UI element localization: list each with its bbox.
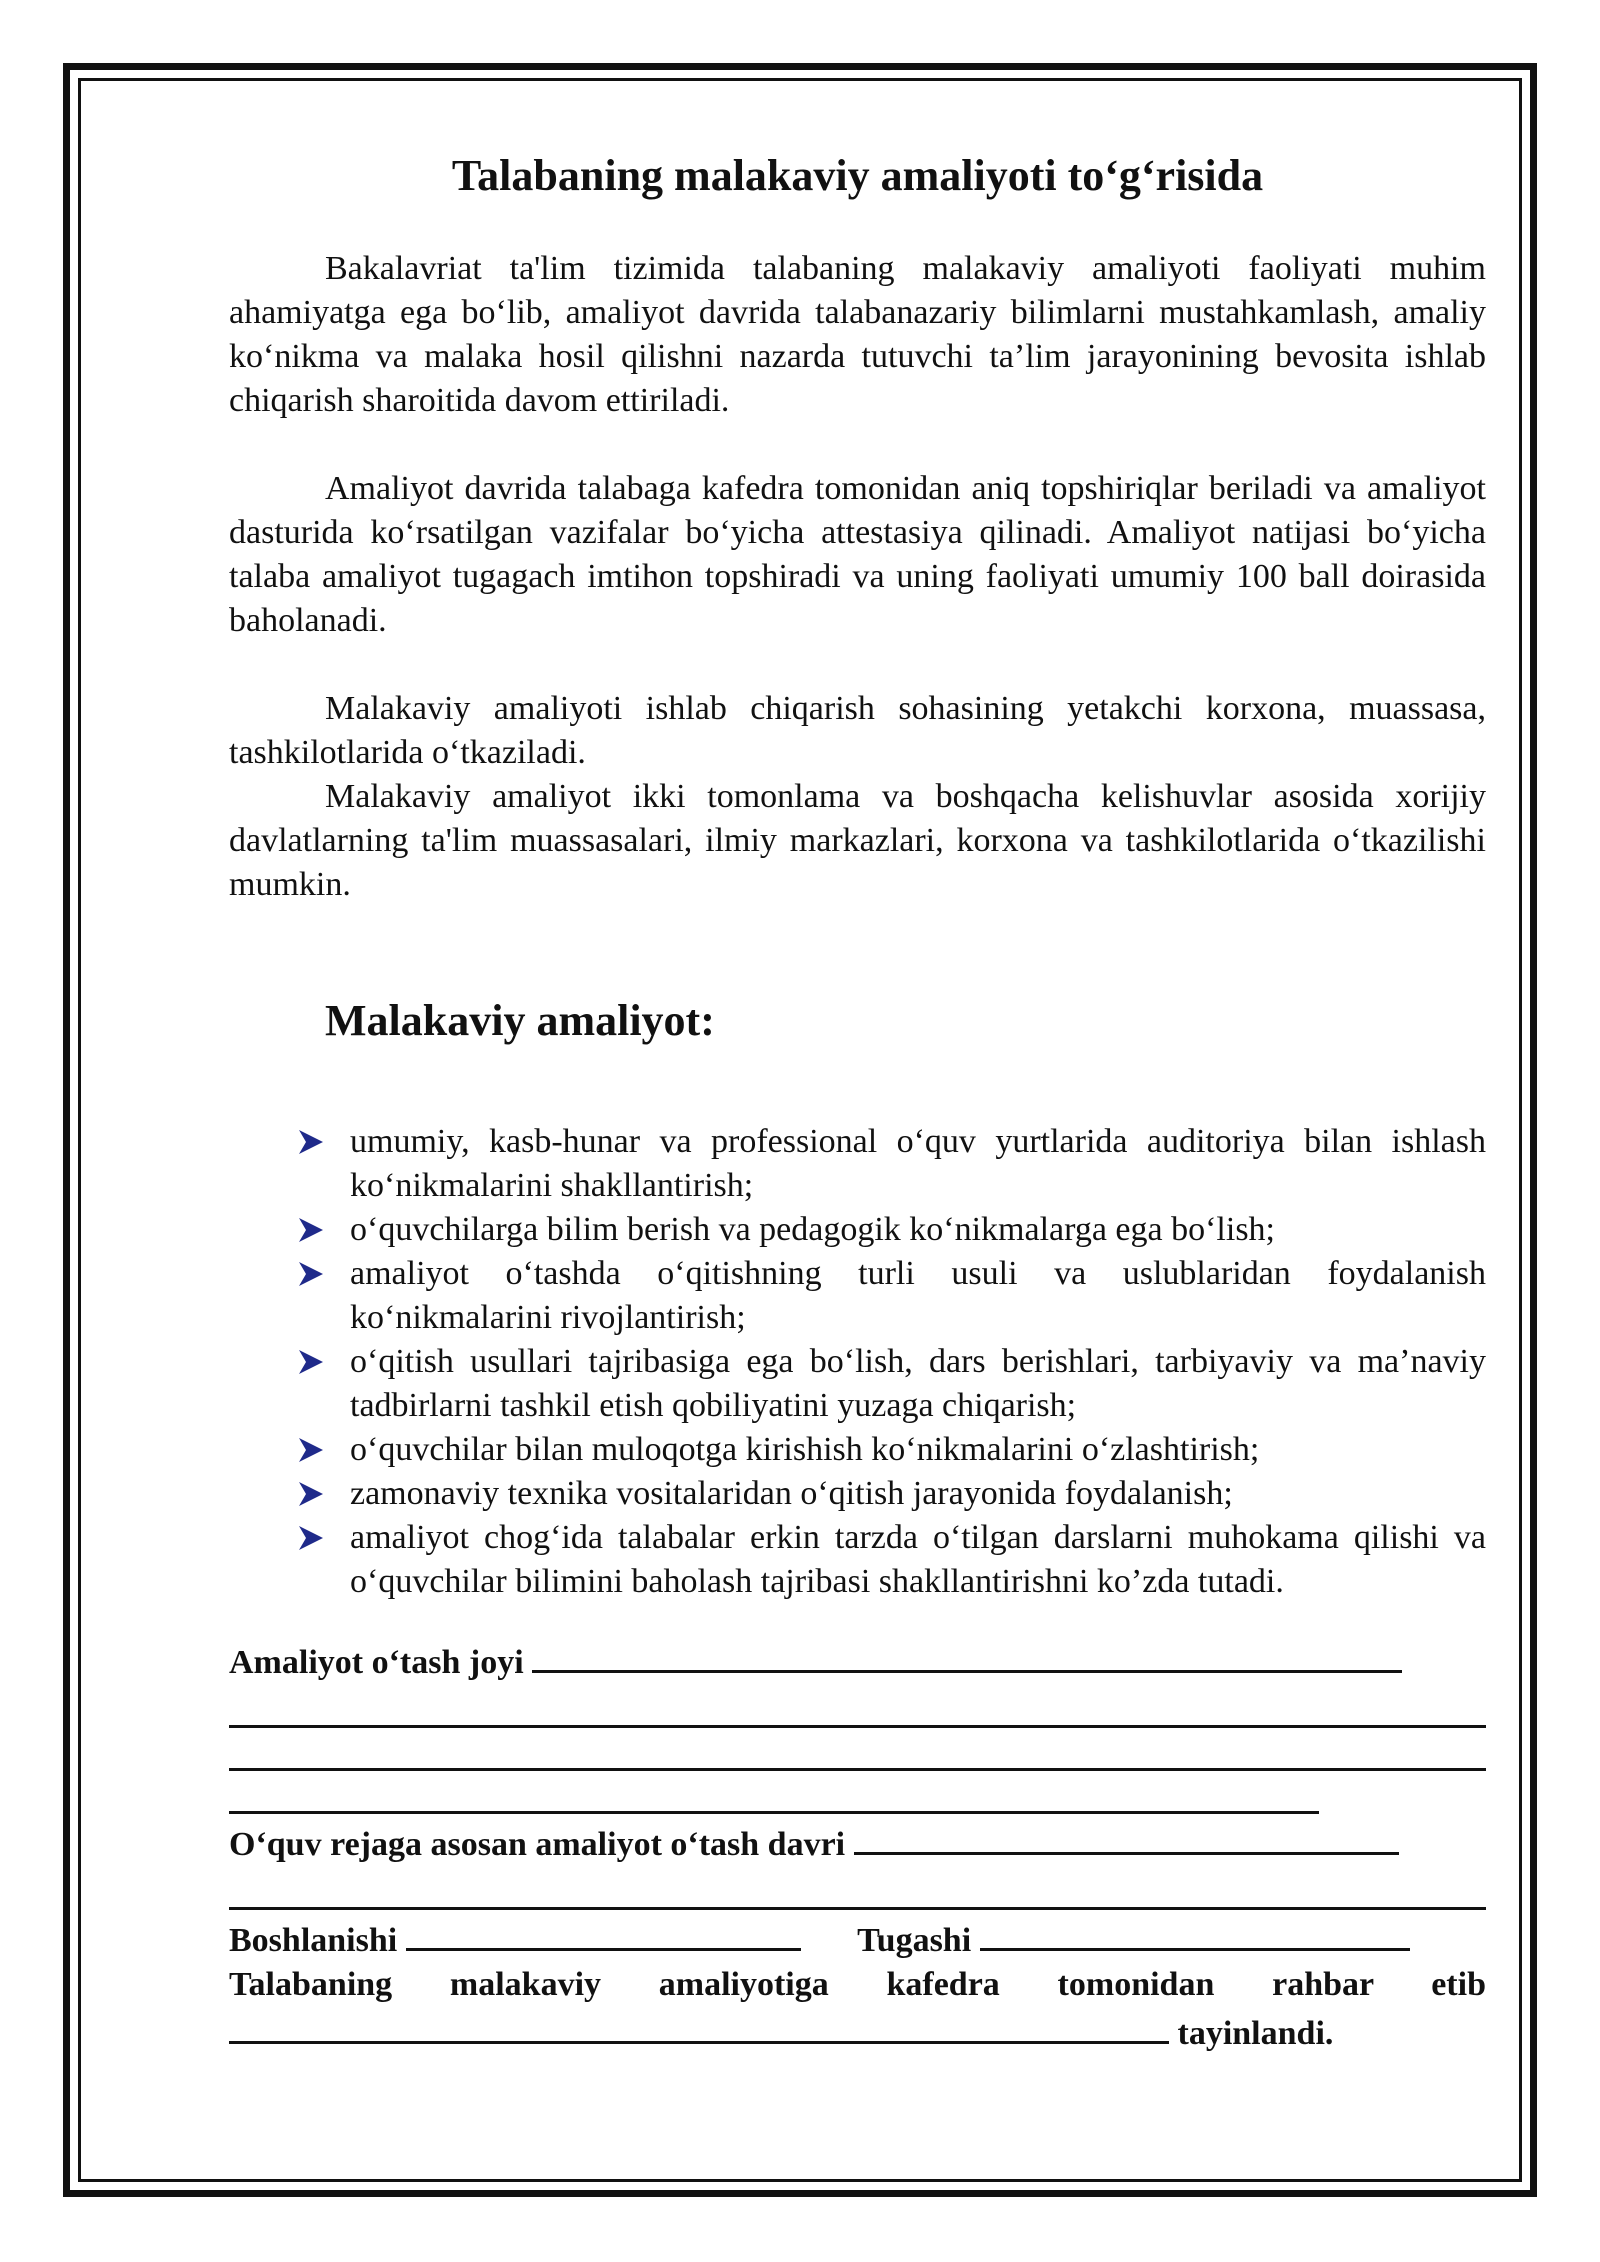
place-field-line-2[interactable] [229,1685,1486,1728]
list-item: umumiy, kasb-hunar va professional o‘quv yurtlarida auditoriya bilan ishlash ko‘nikmalarini shakllantirish; [229,1120,1486,1208]
arrow-bullet-icon [297,1348,325,1376]
arrow-bullet-icon [297,1128,325,1156]
appointed-label: tayinlandi. [1177,2014,1334,2052]
end-date-field[interactable] [980,1914,1410,1951]
list-item: o‘quvchilarga bilim berish va pedagogik ko‘nikmalarga ega bo‘lish; [229,1208,1486,1252]
document-body [229,150,1486,2056]
place-field-line-3[interactable] [229,1728,1486,1771]
list-item: zamonaviy texnika vositalaridan o‘qitish jarayonida foydalanish; [229,1472,1486,1516]
period-field[interactable] [854,1818,1399,1855]
place-label: Amaliyot o‘tash joyi [229,1643,524,1681]
arrow-bullet-icon [297,1524,325,1552]
paragraph-3: Malakaviy amaliyoti ishlab chiqarish sohasining yetakchi korxona, muassasa, tashkilotlarida o‘tkaziladi. [229,689,1486,771]
end-label: Tugashi [857,1921,972,1959]
document-title: Talabaning malakaviy amaliyoti to‘g‘risida [451,151,1264,200]
section-heading: Malakaviy amaliyot: [325,995,715,1045]
start-date-field[interactable] [406,1914,801,1951]
paragraph-2: Amaliyot davrida talabaga kafedra tomonidan aniq topshiriqlar beriladi va amaliyot dasturida ko‘rsatilgan vazifalar bo‘yicha attestasiya qilinadi. Amaliyot natijasi bo‘yicha talaba amaliyot tugagach imtihon topshiradi va uning faoliyati umumiy 100 ball doirasida baholanadi. [229,469,1486,639]
supervisor-row [229,1963,1486,2007]
list-item: o‘quvchilar bilan muloqotga kirishish ko‘nikmalarini o‘zlashtirish; [229,1428,1486,1472]
list-item: amaliyot o‘tashda o‘qitishning turli usuli va uslublaridan foydalanish ko‘nikmalarini rivojlantirish; [229,1252,1486,1340]
arrow-bullet-icon [297,1480,325,1508]
list-item: o‘qitish usullari tajribasiga ega bo‘lish, dars berishlari, tarbiyaviy va ma’naviy tadbirlarni tashkil etish qobiliyatini yuzaga chiqarish; [229,1340,1486,1428]
period-label: O‘quv rejaga asosan amaliyot o‘tash davri [229,1825,846,1863]
supervisor-field[interactable] [229,2007,1169,2044]
practice-form [229,1636,1486,2056]
start-label: Boshlanishi [229,1921,398,1959]
bullet-list [229,1120,1486,1604]
arrow-bullet-icon [297,1260,325,1288]
place-field-line-4[interactable] [229,1771,1319,1814]
supervisor-name-row [229,2007,1486,2056]
paragraph-4: Malakaviy amaliyot ikki tomonlama va boshqacha kelishuvlar asosida xorijiy davlatlarning ta'lim muassasalari, ilmiy markazlari, korxona va tashkilotlarida o‘tkazilishi mumkin. [229,777,1486,903]
period-row [229,1818,1486,1867]
period-field-line-2[interactable] [229,1867,1486,1910]
place-row [229,1636,1486,1685]
arrow-bullet-icon [297,1436,325,1464]
place-field[interactable] [532,1636,1402,1673]
paragraph-1: Bakalavriat ta'lim tizimida talabaning malakaviy amaliyoti faoliyati muhim ahamiyatga ega bo‘lib, amaliyot davrida talabanazariy bilimlarni mustahkamlash, amaliy ko‘nikma va malaka hosil qilishni nazarda tutuvchi ta’lim jarayonining bevosita ishlab chiqarish sharoitida davom ettiriladi. [229,249,1486,419]
list-item: amaliyot chog‘ida talabalar erkin tarzda o‘tilgan darslarni muhokama qilishi va o‘quvchilar bilimini baholash tajribasi shakllantirishni ko’zda tutadi. [229,1516,1486,1604]
supervisor-text: Talabaning malakaviy amaliyotiga kafedra tomonidan rahbar etib [229,1965,1486,2003]
arrow-bullet-icon [297,1216,325,1244]
dates-row [229,1914,1486,1963]
